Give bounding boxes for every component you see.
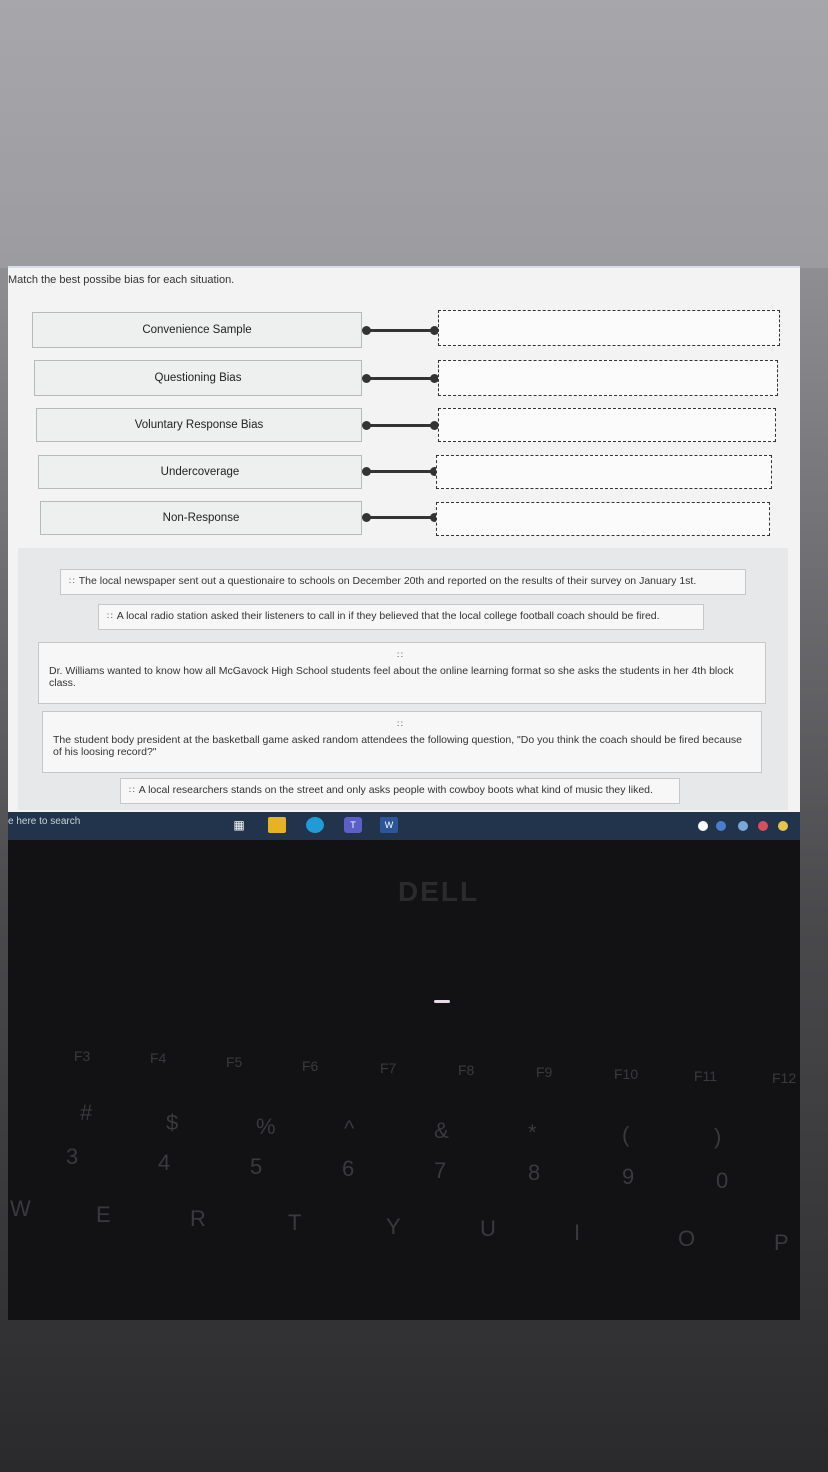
connector-line — [366, 470, 434, 473]
key-letter: P — [774, 1230, 789, 1255]
drag-handle-icon: ∷ — [129, 785, 135, 795]
bias-label: Questioning Bias — [154, 372, 242, 384]
key-f10: F10 — [614, 1066, 639, 1082]
teams-icon[interactable]: T — [344, 817, 362, 833]
situation-card-radio[interactable] — [98, 604, 704, 630]
key-number: 8 — [528, 1160, 541, 1185]
drag-handle-icon: ∷ — [69, 576, 75, 586]
bias-item-non-response[interactable] — [40, 501, 362, 535]
key-symbol: % — [256, 1114, 276, 1139]
windows-taskbar — [8, 812, 800, 840]
key-symbol: ) — [714, 1124, 722, 1149]
connector-dot — [362, 374, 371, 383]
situation-card-newspaper[interactable] — [60, 569, 746, 595]
key-symbol: ^ — [344, 1116, 355, 1141]
drop-target-3[interactable] — [438, 408, 776, 442]
key-symbol: $ — [166, 1110, 179, 1135]
bias-label: Convenience Sample — [142, 324, 252, 336]
taskbar-search[interactable]: e here to search — [8, 816, 81, 827]
drag-handle-icon: ∷ — [397, 719, 403, 729]
tray-icon[interactable] — [716, 821, 726, 831]
bias-item-questioning[interactable] — [34, 360, 362, 396]
bias-label: Non-Response — [162, 512, 240, 524]
bias-item-voluntary-response[interactable] — [36, 408, 362, 442]
connector-dot — [362, 326, 371, 335]
drop-target-2[interactable] — [438, 360, 778, 396]
key-letter: Y — [386, 1214, 401, 1239]
connector-line — [366, 516, 434, 519]
tray-icon[interactable] — [778, 821, 788, 831]
edge-browser-icon[interactable] — [306, 817, 324, 833]
situation-text: Dr. Williams wanted to know how all McGavock High School students feel about the online learning format so she asks the students in her 4th block class. — [49, 665, 734, 689]
tray-icon[interactable] — [758, 821, 768, 831]
bias-item-convenience[interactable] — [32, 312, 362, 348]
key-letter: I — [574, 1220, 581, 1245]
key-letter: R — [190, 1206, 206, 1231]
situation-card-dr-williams[interactable] — [38, 642, 766, 704]
tray-icon[interactable] — [738, 821, 748, 831]
key-f7: F7 — [380, 1060, 397, 1076]
drop-target-4[interactable] — [436, 455, 772, 489]
key-number: 3 — [66, 1144, 79, 1169]
brand-logo: DELL — [398, 876, 480, 907]
key-f9: F9 — [536, 1064, 553, 1080]
bias-label: Undercoverage — [160, 466, 240, 478]
tray-icon[interactable] — [698, 821, 708, 831]
key-letter: W — [10, 1196, 31, 1221]
key-f4: F4 — [150, 1050, 167, 1066]
drag-handle-icon: ∷ — [107, 611, 113, 621]
key-f12: F12 — [772, 1070, 797, 1086]
photo-background — [0, 0, 828, 268]
bias-label: Voluntary Response Bias — [134, 419, 264, 431]
laptop-body — [8, 840, 800, 1320]
key-symbol: # — [80, 1100, 93, 1125]
key-f8: F8 — [458, 1062, 475, 1078]
key-symbol: * — [528, 1120, 537, 1145]
key-number: 9 — [622, 1164, 635, 1189]
key-number: 6 — [342, 1156, 355, 1181]
key-number: 4 — [158, 1150, 171, 1175]
file-explorer-icon[interactable] — [268, 817, 286, 833]
connector-dot — [362, 421, 371, 430]
key-letter: U — [480, 1216, 496, 1241]
drop-target-5[interactable] — [436, 502, 770, 536]
bias-item-undercoverage[interactable] — [38, 455, 362, 489]
key-f5: F5 — [226, 1054, 243, 1070]
key-number: 5 — [250, 1154, 263, 1179]
key-letter: E — [96, 1202, 111, 1227]
task-view-icon[interactable]: ▦ — [233, 818, 245, 832]
browser-content — [8, 266, 800, 820]
connector-line — [366, 424, 434, 427]
status-light — [434, 1000, 450, 1003]
key-f3: F3 — [74, 1048, 91, 1064]
word-icon[interactable]: W — [380, 817, 398, 833]
key-symbol: & — [434, 1118, 449, 1143]
connector-line — [366, 377, 434, 380]
key-number: 0 — [716, 1168, 729, 1193]
situation-card-student-president[interactable] — [42, 711, 762, 773]
connector-line — [366, 329, 434, 332]
key-f6: F6 — [302, 1058, 319, 1074]
key-letter: O — [678, 1226, 696, 1251]
drop-target-1[interactable] — [438, 310, 780, 346]
situation-card-cowboy-boots[interactable] — [120, 778, 680, 804]
connector-dot — [362, 513, 371, 522]
connector-dot — [362, 467, 371, 476]
key-f11: F11 — [694, 1068, 718, 1084]
key-number: 7 — [434, 1158, 447, 1183]
drag-handle-icon: ∷ — [397, 650, 403, 660]
situation-text: The local newspaper sent out a questionaire to schools on December 20th and reported on the results of their survey on January 1st. — [78, 575, 697, 587]
situation-text: The student body president at the basketball game asked random attendees the following question, "Do you think the coach should be fired because of his loosing record?" — [53, 734, 743, 758]
situation-text: A local radio station asked their listeners to call in if they believed that the local college football coach should be fired. — [116, 610, 660, 622]
situation-text: A local researchers stands on the street and only asks people with cowboy boots what kind of music they liked. — [138, 784, 653, 796]
instruction-text: Match the best possibe bias for each situation. — [8, 274, 235, 286]
key-symbol: ( — [622, 1122, 630, 1147]
key-letter: T — [288, 1210, 302, 1235]
